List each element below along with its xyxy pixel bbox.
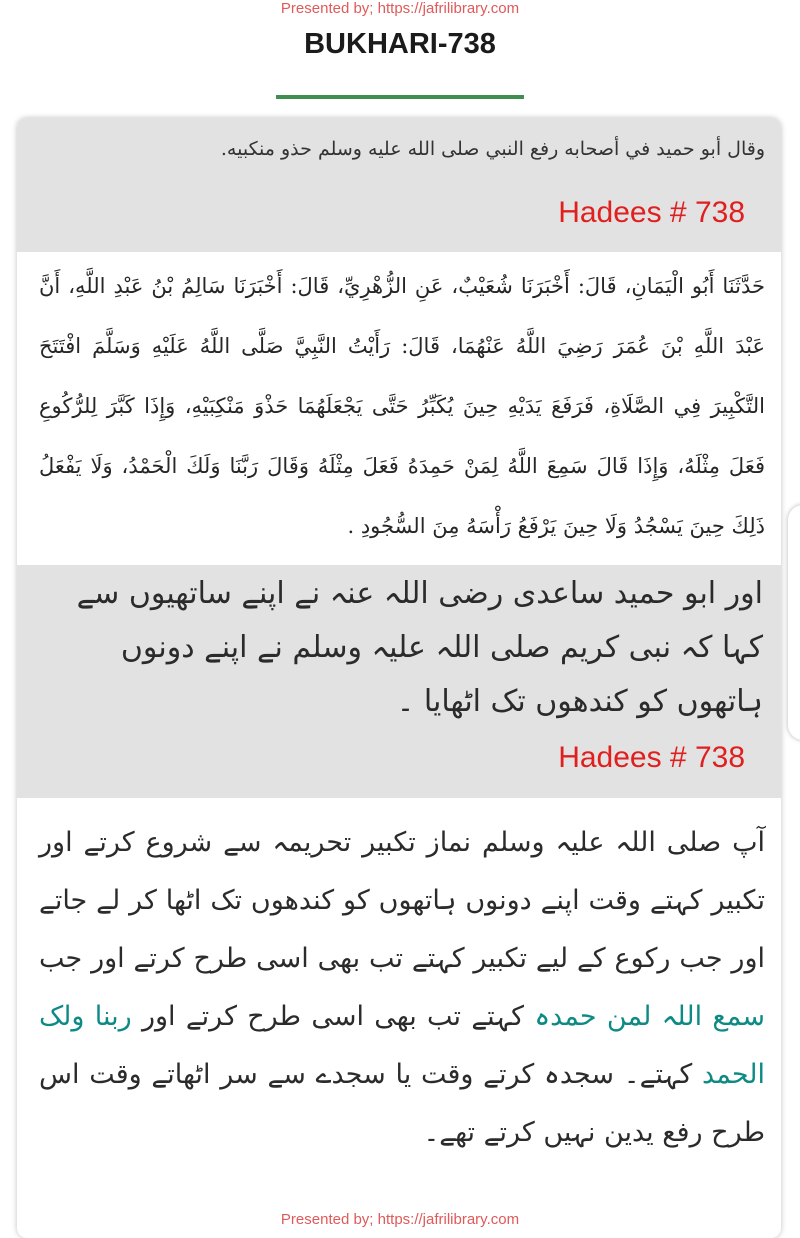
credit-top[interactable]: Presented by; https://jafrilibrary.com (280, 0, 520, 17)
highlight-rabbana: ربنا ولک الحمد (39, 1001, 765, 1090)
title-underline (276, 95, 524, 99)
side-drawer-handle[interactable] (788, 505, 800, 740)
hadith-card (17, 118, 781, 1238)
arabic-band (17, 252, 781, 565)
arabic-text: حَدَّثَنَا أَبُو الْيَمَانِ، قَالَ: أَخْبَرَنَا شُعَيْبٌ، عَنِ الزُّهْرِيِّ، قَالَ: أَخْبَرَنَا سَالِمُ بْنُ عَبْدِ اللَّهِ، أَنَّ عَبْدَ اللَّهِ بْنَ عُمَرَ رَضِيَ اللَّهُ عَنْهُمَا، قَالَ: رَأَيْتُ النَّبِيَّ صَلَّى اللَّهُ عَلَيْهِ وَسَلَّمَ افْتَتَحَ التَّكْبِيرَ فِي الصَّلَاةِ، فَرَفَعَ يَدَيْهِ حِينَ يُكَبِّرُ حَتَّى يَجْعَلَهُمَا حَذْوَ مَنْكِبَيْهِ، وَإِذَا كَبَّرَ لِلرُّكُوعِ فَعَلَ مِثْلَهُ، وَإِذَا قَالَ سَمِعَ اللَّهُ لِمَنْ حَمِدَهُ فَعَلَ مِثْلَهُ وَقَالَ رَبَّنَا وَلَكَ الْحَمْدُ، وَلَا يَفْعَلُ ذَلِكَ حِينَ يَسْجُدُ وَلَا حِينَ يَرْفَعُ رَأْسَهُ مِنَ السُّجُودِ . (39, 274, 765, 538)
credit-bottom[interactable]: Presented by; https://jafrilibrary.com (280, 1211, 520, 1228)
hadees-number-label-2: Hadees # 738 (558, 741, 745, 774)
highlight-sami-allah: سمع اللہ لمن حمدہ (534, 1001, 765, 1032)
intro-band (17, 118, 781, 252)
translation-part-3: کہتے۔ سجدہ کرتے وقت یا سجدے سے سر اٹھاتے وقت اس طرح رفع یدین نہیں کرتے تھے۔ (39, 1059, 765, 1148)
urdu-intro-band (17, 565, 781, 798)
page-title: BUKHARI-738 (304, 28, 496, 60)
urdu-intro-text: اور ابو حمید ساعدی رضی اللہ عنہ نے اپنے ساتھیوں سے کہا کہ نبی کریم صلی اللہ علیہ وسلم نے اپنے دونوں ہاتھوں کو کندھوں تک اٹھایا ۔ (76, 576, 763, 719)
intro-text: وقال أبو حميد في أصحابه رفع النبي صلى الله عليه وسلم حذو منكبيه. (220, 138, 765, 160)
translation-band (17, 798, 781, 1218)
hadees-number-label: Hadees # 738 (558, 196, 745, 229)
translation-part-2: کہتے تب بھی اسی طرح کرتے اور (141, 1001, 524, 1032)
translation-part-1: آپ صلی اللہ علیہ وسلم نماز تکبیر تحریمہ سے شروع کرتے اور تکبیر کہتے وقت اپنے دونوں ہاتھوں کو کندھوں تک اٹھا کر لے جاتے اور جب رکوع کے لیے تکبیر کہتے تب بھی اسی طرح کرتے اور جب (39, 827, 765, 974)
translation-text (39, 814, 765, 1162)
